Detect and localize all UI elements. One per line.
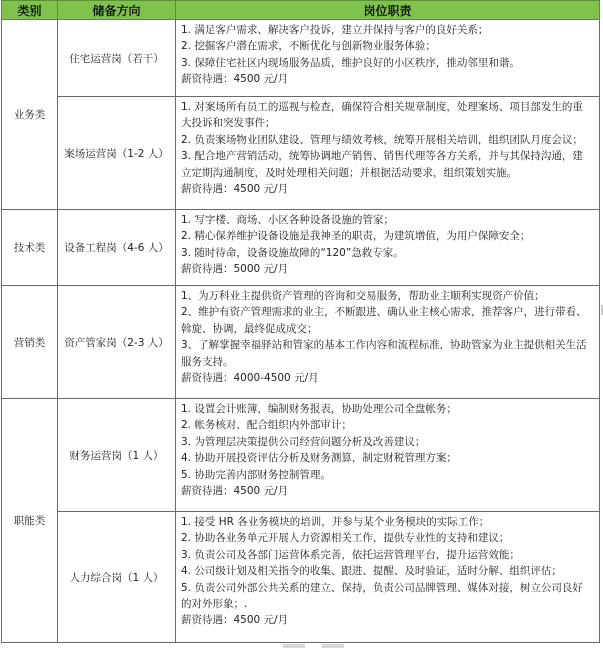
job-table <box>1 0 600 643</box>
duty-line: 大投诉和突发事件； <box>181 117 276 130</box>
position-cell: 资产管家岗（2-3 人） <box>58 286 176 399</box>
duty-line: 2. 帐务核对，配合组织内外部审计； <box>181 419 352 432</box>
salary-line: 薪资待遇：5000 元/月 <box>181 263 289 276</box>
position-cell: 住宅运营岗（若干） <box>58 20 176 97</box>
table-row <box>2 399 600 512</box>
salary-line: 薪资待遇：4000-4500 元/月 <box>181 372 319 385</box>
duty-line: 2. 精心保养维护设备设施是我神圣的职责，为建筑增值，为用户保障安全； <box>181 230 531 243</box>
position-cell: 人力综合岗（1 人） <box>58 512 176 643</box>
table-row <box>2 97 600 210</box>
duties-cell <box>176 512 600 643</box>
duties-cell <box>176 210 600 286</box>
duties-cell <box>176 97 600 210</box>
duty-line: 3. 为管理层决策提供公司经营问题分析及改善建议； <box>181 435 426 448</box>
category-cell: 业务类 <box>2 20 58 210</box>
position-cell: 案场运营岗（1-2 人） <box>58 97 176 210</box>
duty-line: 4. 协助开展投资评估分析及财务测算，制定财税管理方案； <box>181 452 457 465</box>
category-cell: 技术类 <box>2 210 58 286</box>
duty-line: 1. 写字楼、商场、小区各种设备设施的管家； <box>181 214 394 226</box>
duty-line: 1. 对案场所有员工的巡视与检查，确保符合相关规章制度，处理案场、项目部发生的重 <box>181 101 583 113</box>
duty-line: 3. 配合地产营销活动，统筹协调地产销售、销售代理等各方关系，并与其保持沟通，建 <box>181 150 583 163</box>
table-row <box>2 20 600 97</box>
header-row <box>2 1 600 20</box>
duty-line: 2. 协助各业务单元开展人力资源相关工作，提供专业性的支持和建议； <box>181 532 510 545</box>
duties-cell <box>176 20 600 97</box>
header-category: 类别 <box>2 1 58 20</box>
duty-line: 1. 设置会计账簿，编制财务报表，协助处理公司全盘帐务； <box>181 403 457 415</box>
salary-line: 薪资待遇：4500 元/月 <box>181 73 289 86</box>
table-row <box>2 286 600 399</box>
salary-line: 薪资待遇：4500 元/月 <box>181 614 289 627</box>
duty-line: 4. 公司级计划及相关指令的收集、跟进、提醒、及时验证，适时分解、组织评估； <box>181 565 562 578</box>
duty-line: 3. 负责公司及各部门运营体系完善，依托运营管理平台，提升运营效能； <box>181 548 520 561</box>
position-cell: 财务运营岗（1 人） <box>58 399 176 512</box>
position-cell: 设备工程岗（4-6 人） <box>58 210 176 286</box>
page-marker <box>322 644 344 648</box>
duty-line: 3. 保障住宅社区内现场服务品质，维护良好的小区秩序，推动邻里和谐。 <box>181 56 520 69</box>
duty-line: 服务支持。 <box>181 355 234 368</box>
salary-line: 薪资待遇：4500 元/月 <box>181 183 289 196</box>
duty-line: 1. 接受 HR 各业务模块的培训，并参与某个业务模块的实际工作； <box>181 516 490 528</box>
table-row <box>2 512 600 643</box>
duties-cell <box>176 399 600 512</box>
duty-line: 3、了解掌握幸福驿站和管家的基本工作内容和流程标准，协助管家为业主提供相关生活 <box>181 339 587 352</box>
duty-line: 1. 满足客户需求、解决客户投诉，建立并保持与客户的良好关系； <box>181 24 489 36</box>
header-duties: 岗位职责 <box>176 1 600 20</box>
duty-line: 1、为万科业主提供资产管理的咨询和交易服务，帮助业主顺利实现资产价值； <box>181 290 545 302</box>
duty-line: 3. 随时待命，设备设施故障的“120”急救专家。 <box>181 246 404 259</box>
duties-cell <box>176 286 600 399</box>
duty-line: 斡旋、协调，最终促成成交； <box>181 322 318 335</box>
duty-line: 立定期沟通制度，及时处理相关问题；并根据活动要求，组织策划实施。 <box>181 166 517 179</box>
duty-line: 2. 挖掘客户潜在需求，不断优化与创新物业服务体验； <box>181 40 436 53</box>
category-cell: 职能类 <box>2 399 58 643</box>
header-position: 储备方向 <box>58 1 176 20</box>
page-marker <box>283 644 305 648</box>
duty-line: 2、维护有资产管理需求的业主，不断跟进、确认业主核心需求，推荐客户，进行带看、 <box>181 306 587 319</box>
duty-line: 的对外形象；. <box>181 598 248 611</box>
table-row <box>2 210 600 286</box>
duty-line: 5. 负责公司外部公共关系的建立、保持，负责公司品牌管理、媒体对接，树立公司良好 <box>181 581 583 594</box>
duty-line: 5. 协助完善内部财务控制管理。 <box>181 468 331 481</box>
duty-line: 2. 负责案场物业团队建设、管理与绩效考核，统筹开展相关培训，组织团队月度会议； <box>181 133 583 146</box>
category-cell: 营销类 <box>2 286 58 399</box>
salary-line: 薪资待遇：4500 元/月 <box>181 485 289 498</box>
